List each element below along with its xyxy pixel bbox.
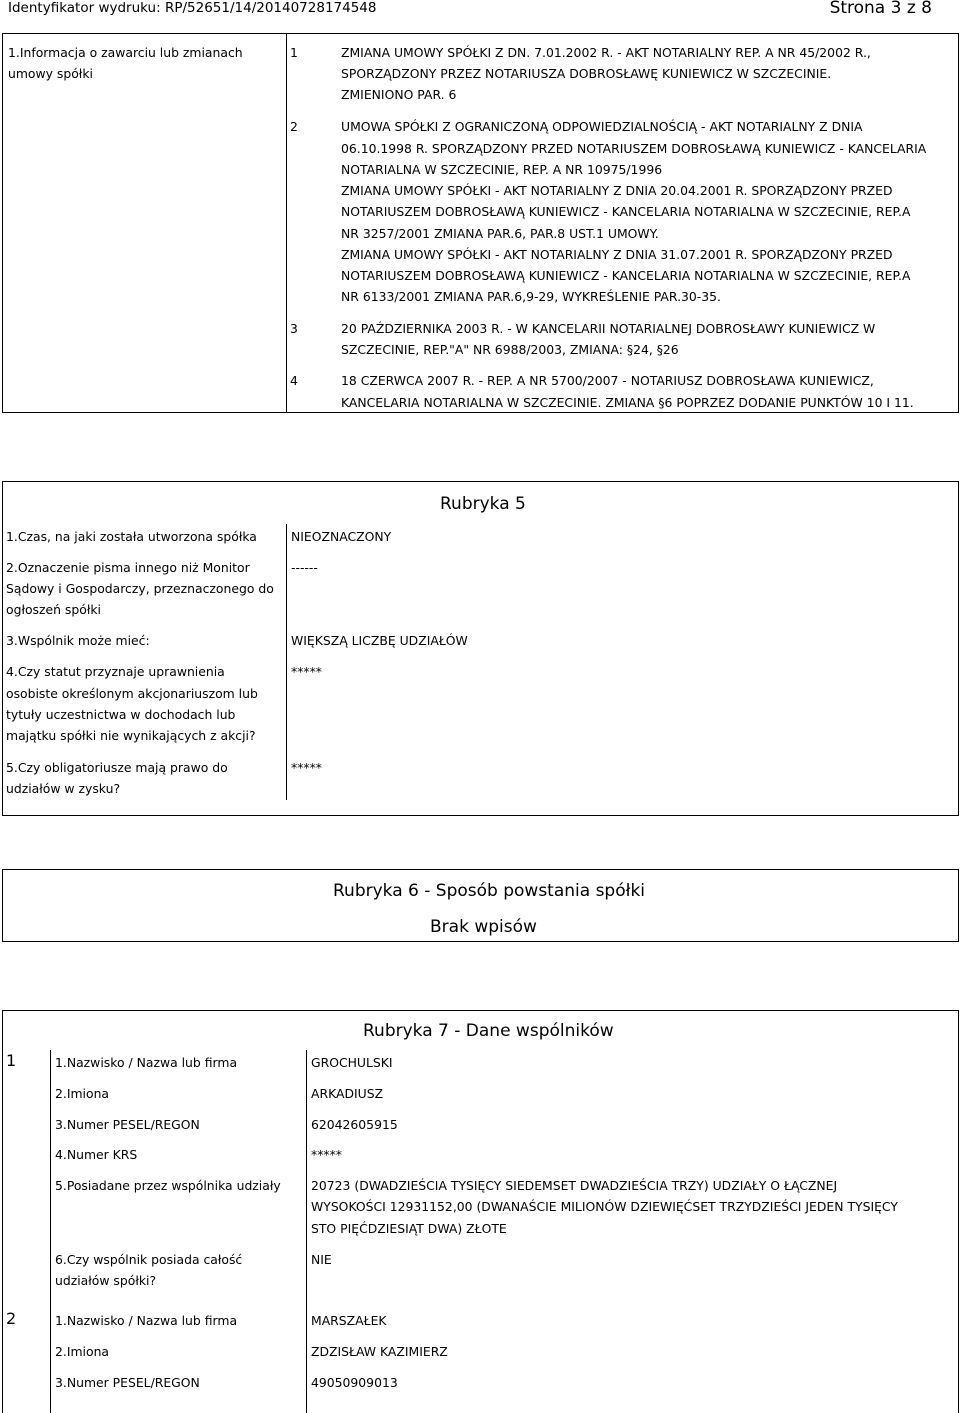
entry-number: 3 [290,321,298,336]
entry-line: 18 CZERWCA 2007 R. - REP. A NR 5700/2007 - NOTARIUSZ DOBROSŁAWA KUNIEWICZ, [341,373,874,388]
partner-field-label: 1.Nazwisko / Nazwa lub firma [55,1313,238,1328]
entry-line: ZMIANA UMOWY SPÓŁKI - AKT NOTARIALNY Z DNIA 20.04.2001 R. SPORZĄDZONY PRZED [341,183,893,198]
partner-number-divider [50,1050,51,1413]
entry-line: SZCZECINIE, REP."A" NR 6988/2003, ZMIANA: §24, §26 [341,342,679,357]
rubryka-5-divider [286,524,287,800]
entry-number: 4 [290,373,298,388]
entry-number: 1 [290,45,298,60]
field-value: ------ [291,560,318,575]
partner-field-label: 2.Imiona [55,1086,110,1101]
partner-field-label: 2.Imiona [55,1344,110,1359]
entry-line: ZMIANA UMOWY SPÓŁKI - AKT NOTARIALNY Z DNIA 31.07.2001 R. SPORZĄDZONY PRZED [341,247,893,262]
partner-field-label: 6.Czy wspólnik posiada całość [55,1252,243,1267]
partner-field-value: MARSZAŁEK [311,1313,387,1328]
rubryka-6-title: Rubryka 6 - Sposób powstania spółki [333,881,646,901]
rubryka-7-title: Rubryka 7 - Dane wspólników [363,1021,614,1041]
field-value: NIEOZNACZONY [291,529,392,544]
field-label: tytuły uczestnictwa w dochodach lub [6,707,236,722]
field-label: majątku spółki nie wynikających z akcji? [6,728,256,743]
section-divider [286,33,287,413]
field-label: Sądowy i Gospodarczy, przeznaczonego do [6,581,274,596]
entry-line: 06.10.1998 R. SPORZĄDZONY PRZED NOTARIUSZEM DOBROSŁAWĄ KUNIEWICZ - KANCELARIA [341,141,927,156]
partner-number: 2 [6,1309,17,1328]
entry-line: NR 6133/2001 ZMIANA PAR.6,9-29, WYKREŚLENIE PAR.30-35. [341,289,721,304]
partner-label-divider [306,1050,307,1413]
field-value: ***** [291,760,322,775]
partner-field-label: 3.Numer PESEL/REGON [55,1117,200,1132]
entry-line: ZMIANA UMOWY SPÓŁKI Z DN. 7.01.2002 R. - AKT NOTARIALNY REP. A NR 45/2002 R., [341,45,871,60]
entry-line: NOTARIUSZEM DOBROSŁAWĄ KUNIEWICZ - KANCELARIA NOTARIALNA W SZCZECINIE, REP.A [341,204,911,219]
entry-line: KANCELARIA NOTARIALNA W SZCZECINIE. ZMIANA §6 POPRZEZ DODANIE PUNKTÓW 10 I 11. [341,395,914,410]
partner-number: 1 [6,1051,17,1070]
field-label: 2.Oznaczenie pisma innego niż Monitor [6,560,250,575]
partner-field-value: WYSOKOŚCI 12931152,00 (DWANAŚCIE MILIONÓW DZIEWIĘĆSET TRZYDZIEŚCI JEDEN TYSIĘCY [311,1199,898,1214]
field-label: 3.Wspólnik może mieć: [6,633,150,648]
partner-field-value: 20723 (DWADZIEŚCIA TYSIĘCY SIEDEMSET DWADZIEŚCIA TRZY) UDZIAŁY O ŁĄCZNEJ [311,1178,838,1193]
rubryka-5-title: Rubryka 5 [440,494,526,514]
field-value: WIĘKSZĄ LICZBĘ UDZIAŁÓW [291,633,468,648]
agreement-label-line-2: umowy spółki [8,66,93,81]
field-label: 1.Czas, na jaki została utworzona spółka [6,529,257,544]
field-label: udziałów w zysku? [6,781,121,796]
entry-line: UMOWA SPÓŁKI Z OGRANICZONĄ ODPOWIEDZIALNOŚCIĄ - AKT NOTARIALNY Z DNIA [341,119,863,134]
entry-line: ZMIENIONO PAR. 6 [341,87,457,102]
print-header [0,0,960,24]
partner-field-value: GROCHULSKI [311,1055,393,1070]
entry-line: NOTARIUSZEM DOBROSŁAWĄ KUNIEWICZ - KANCELARIA NOTARIALNA W SZCZECINIE, REP.A [341,268,911,283]
entry-number: 2 [290,119,298,134]
partner-field-value: 62042605915 [311,1117,398,1132]
agreement-label-line-1: 1.Informacja o zawarciu lub zmianach [8,45,243,60]
partner-field-label: udziałów spółki? [55,1273,157,1288]
partner-field-value: NIE [311,1252,332,1267]
field-label: 5.Czy obligatoriusze mają prawo do [6,760,228,775]
partner-field-label: 5.Posiadane przez wspólnika udziały [55,1178,281,1193]
partner-field-label: 1.Nazwisko / Nazwa lub firma [55,1055,238,1070]
field-label: 4.Czy statut przyznaje uprawnienia [6,664,225,679]
entry-line: NOTARIALNA W SZCZECINIE, REP. A NR 10975/1996 [341,162,663,177]
entry-line: 20 PAŹDZIERNIKA 2003 R. - W KANCELARII NOTARIALNEJ DOBROSŁAWY KUNIEWICZ W [341,321,876,336]
field-label: osobiste określonym akcjonariuszom lub [6,686,258,701]
partner-field-value: STO PIĘĆDZIESIĄT DWA) ZŁOTE [311,1221,507,1236]
partner-field-label: 4.Numer KRS [55,1147,138,1162]
partner-field-value: 49050909013 [311,1375,398,1390]
print-identifier: Identyfikator wydruku: RP/52651/14/20140728174548 [8,0,377,16]
partner-field-value: ***** [311,1147,342,1162]
page-number: Strona 3 z 8 [829,0,932,18]
partner-field-value: ZDZISŁAW KAZIMIERZ [311,1344,448,1359]
entry-line: NR 3257/2001 ZMIANA PAR.6, PAR.8 UST.1 UMOWY. [341,226,659,241]
partner-field-value: ARKADIUSZ [311,1086,384,1101]
field-label: ogłoszeń spółki [6,602,101,617]
entry-line: SPORZĄDZONY PRZEZ NOTARIUSZA DOBROSŁAWĘ KUNIEWICZ W SZCZECINIE. [341,66,832,81]
field-value: ***** [291,664,322,679]
rubryka-6-subtitle: Brak wpisów [430,917,537,937]
partner-field-label: 3.Numer PESEL/REGON [55,1375,200,1390]
